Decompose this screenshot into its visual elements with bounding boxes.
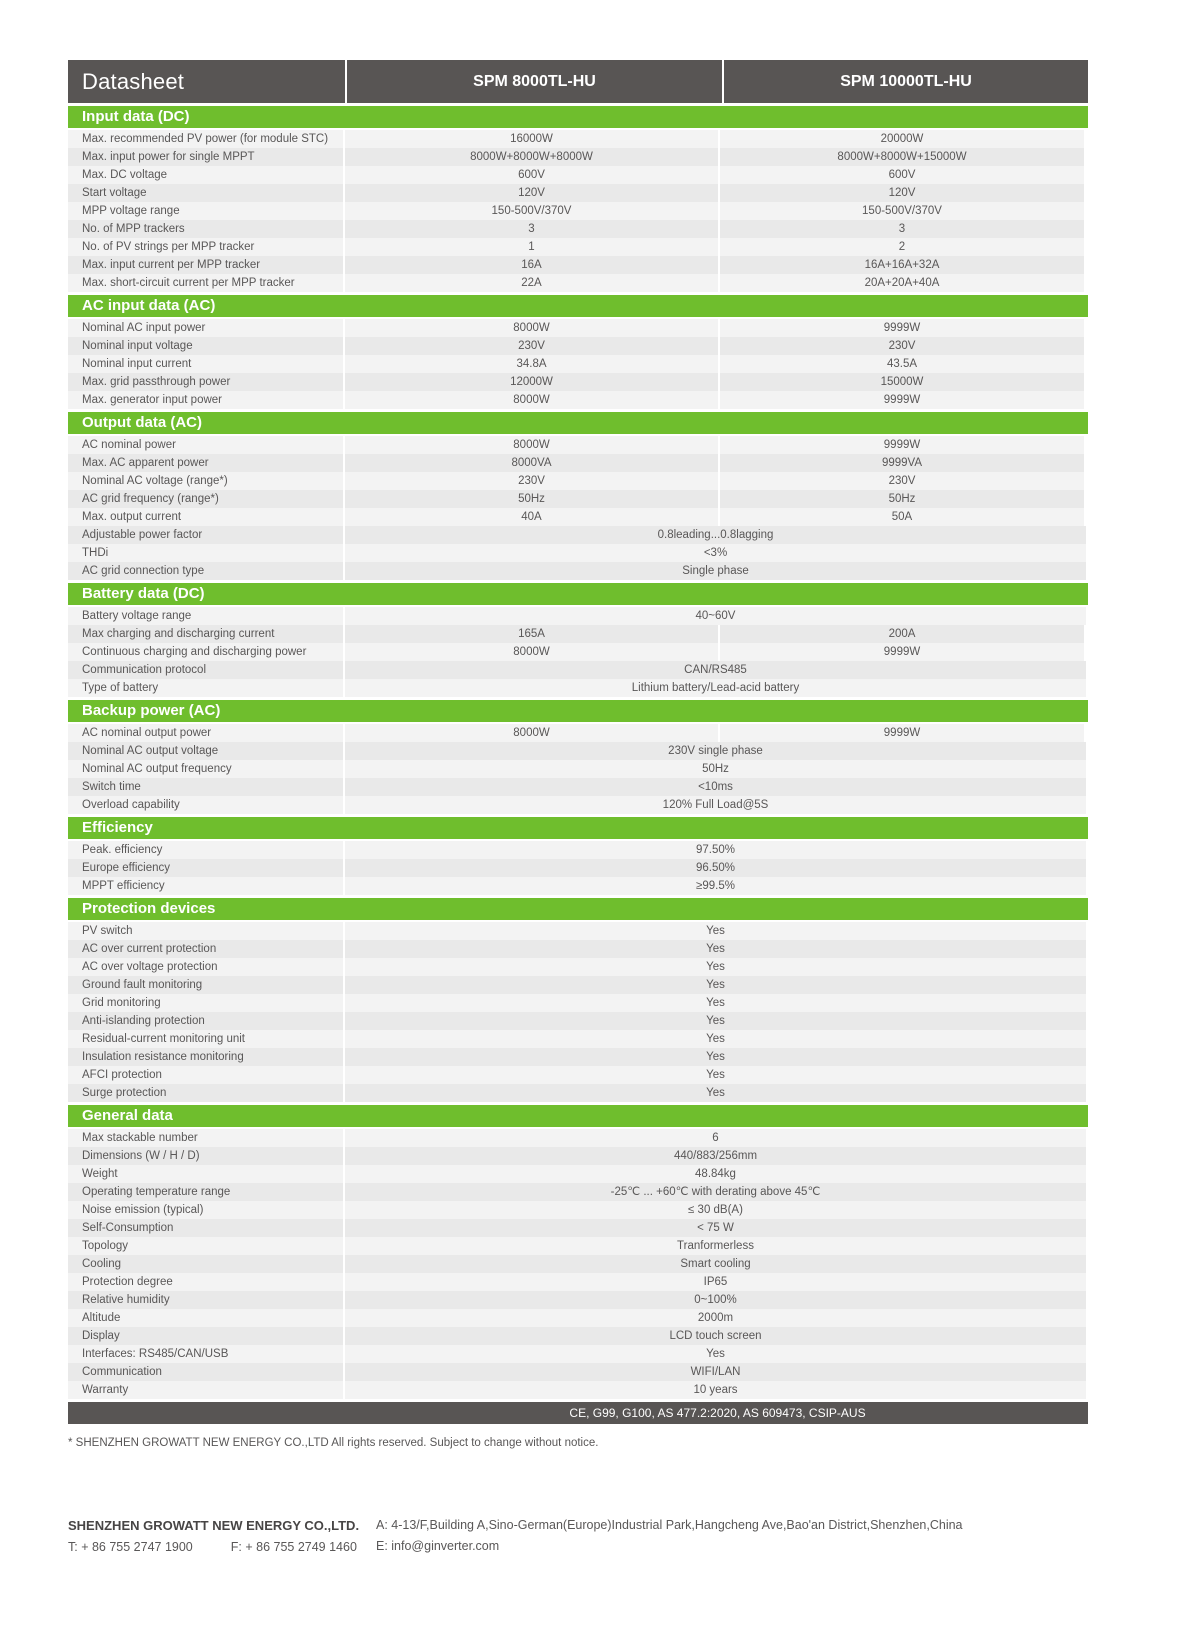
spec-row — [68, 337, 1088, 355]
spec-value-spm8000: 8000VA — [345, 454, 720, 472]
spec-value-spm10000: 9999VA — [720, 454, 1084, 472]
spec-value-spm8000: 34.8A — [345, 355, 720, 373]
spec-value-both-models: Yes — [345, 940, 1086, 958]
spec-row — [68, 274, 1088, 292]
spec-label: Dimensions (W / H / D) — [68, 1147, 345, 1165]
spec-label: MPP voltage range — [68, 202, 345, 220]
spec-value-both-models: Smart cooling — [345, 1255, 1086, 1273]
spec-value-spm8000: 230V — [345, 337, 720, 355]
spec-value-both-models: 40~60V — [345, 607, 1086, 625]
spec-row — [68, 490, 1088, 508]
spec-value-spm8000: 230V — [345, 472, 720, 490]
spec-value-both-models: IP65 — [345, 1273, 1086, 1291]
spec-label: Weight — [68, 1165, 345, 1183]
spec-row — [68, 1129, 1088, 1147]
spec-row — [68, 130, 1088, 148]
spec-label: Altitude — [68, 1309, 345, 1327]
spec-label: Communication protocol — [68, 661, 345, 679]
spec-value-both-models: 97.50% — [345, 841, 1086, 859]
spec-label: Nominal AC input power — [68, 319, 345, 337]
spec-value-both-models: ≤ 30 dB(A) — [345, 1201, 1086, 1219]
spec-row — [68, 148, 1088, 166]
certification-text: CE, G99, G100, AS 477.2:2020, AS 609473, CSIP-AUS — [569, 1406, 866, 1420]
spec-label: Start voltage — [68, 184, 345, 202]
spec-row — [68, 1327, 1088, 1345]
spec-value-both-models: 48.84kg — [345, 1165, 1086, 1183]
spec-row — [68, 202, 1088, 220]
spec-label: AC over voltage protection — [68, 958, 345, 976]
spec-row — [68, 1165, 1088, 1183]
section-title: Protection devices — [82, 900, 216, 917]
spec-label: No. of MPP trackers — [68, 220, 345, 238]
footer-tel: T: + 86 755 2747 1900 — [68, 1540, 193, 1554]
spec-value-spm8000: 3 — [345, 220, 720, 238]
spec-row — [68, 841, 1088, 859]
spec-row — [68, 922, 1088, 940]
table-header — [68, 60, 1088, 103]
spec-label: No. of PV strings per MPP tracker — [68, 238, 345, 256]
spec-value-both-models: 50Hz — [345, 760, 1086, 778]
spec-row — [68, 994, 1088, 1012]
spec-label: Residual-current monitoring unit — [68, 1030, 345, 1048]
spec-label: Battery voltage range — [68, 607, 345, 625]
spec-label: Operating temperature range — [68, 1183, 345, 1201]
spec-row — [68, 1255, 1088, 1273]
spec-value-spm10000: 9999W — [720, 643, 1084, 661]
spec-row — [68, 436, 1088, 454]
spec-row — [68, 1147, 1088, 1165]
spec-value-spm8000: 8000W — [345, 643, 720, 661]
spec-value-both-models: 96.50% — [345, 859, 1086, 877]
footer-address: A: 4-13/F,Building A,Sino-German(Europe)Industrial Park,Hangcheng Ave,Bao'an District,Shenzhen,China — [376, 1518, 963, 1532]
spec-label: Max. input current per MPP tracker — [68, 256, 345, 274]
spec-row — [68, 1084, 1088, 1102]
spec-row — [68, 454, 1088, 472]
spec-label: AFCI protection — [68, 1066, 345, 1084]
spec-value-both-models: 2000m — [345, 1309, 1086, 1327]
spec-row — [68, 877, 1088, 895]
spec-row — [68, 238, 1088, 256]
spec-row — [68, 1309, 1088, 1327]
spec-value-spm8000: 40A — [345, 508, 720, 526]
spec-value-both-models: Yes — [345, 1084, 1086, 1102]
spec-value-both-models: 440/883/256mm — [345, 1147, 1086, 1165]
spec-label: AC nominal power — [68, 436, 345, 454]
spec-value-spm8000: 600V — [345, 166, 720, 184]
spec-value-spm10000: 150-500V/370V — [720, 202, 1084, 220]
spec-row — [68, 1237, 1088, 1255]
spec-label: Relative humidity — [68, 1291, 345, 1309]
spec-row — [68, 1030, 1088, 1048]
spec-value-spm8000: 8000W+8000W+8000W — [345, 148, 720, 166]
footer-right — [376, 1518, 1143, 1554]
spec-row — [68, 220, 1088, 238]
section-header — [68, 700, 1088, 722]
spec-row — [68, 508, 1088, 526]
section-title: Backup power (AC) — [82, 702, 221, 719]
spec-label: Max. input power for single MPPT — [68, 148, 345, 166]
spec-value-spm10000: 9999W — [720, 319, 1084, 337]
spec-label: Warranty — [68, 1381, 345, 1399]
spec-row — [68, 625, 1088, 643]
spec-row — [68, 661, 1088, 679]
spec-value-both-models: Yes — [345, 922, 1086, 940]
spec-value-both-models: Yes — [345, 958, 1086, 976]
spec-value-spm8000: 12000W — [345, 373, 720, 391]
spec-value-spm10000: 3 — [720, 220, 1084, 238]
spec-value-both-models: Yes — [345, 976, 1086, 994]
footer-phone-line — [68, 1540, 376, 1554]
spec-row — [68, 958, 1088, 976]
spec-row — [68, 319, 1088, 337]
spec-row — [68, 1012, 1088, 1030]
section-title: General data — [82, 1107, 173, 1124]
spec-value-spm10000: 20A+20A+40A — [720, 274, 1084, 292]
section-title: Battery data (DC) — [82, 585, 205, 602]
spec-label: Nominal AC output frequency — [68, 760, 345, 778]
spec-label: Nominal input current — [68, 355, 345, 373]
spec-row — [68, 760, 1088, 778]
spec-label: Display — [68, 1327, 345, 1345]
spec-value-spm8000: 165A — [345, 625, 720, 643]
spec-label: Ground fault monitoring — [68, 976, 345, 994]
spec-row — [68, 1066, 1088, 1084]
spec-row — [68, 796, 1088, 814]
spec-label: AC grid frequency (range*) — [68, 490, 345, 508]
datasheet-page — [68, 60, 1088, 1449]
spec-value-both-models: -25℃ ... +60℃ with derating above 45℃ — [345, 1183, 1086, 1201]
section-title: AC input data (AC) — [82, 297, 216, 314]
spec-label: AC over current protection — [68, 940, 345, 958]
spec-value-both-models: Single phase — [345, 562, 1086, 580]
spec-label: Max. generator input power — [68, 391, 345, 409]
spec-value-spm10000: 43.5A — [720, 355, 1084, 373]
spec-table-body — [68, 106, 1088, 1399]
spec-row — [68, 1381, 1088, 1399]
spec-label: Nominal input voltage — [68, 337, 345, 355]
spec-label: Nominal AC output voltage — [68, 742, 345, 760]
spec-value-both-models: Yes — [345, 1066, 1086, 1084]
spec-row — [68, 1345, 1088, 1363]
spec-value-spm8000: 22A — [345, 274, 720, 292]
section-header — [68, 817, 1088, 839]
spec-value-spm8000: 16A — [345, 256, 720, 274]
spec-value-both-models: Lithium battery/Lead-acid battery — [345, 679, 1086, 697]
spec-label: Self-Consumption — [68, 1219, 345, 1237]
spec-value-both-models: <3% — [345, 544, 1086, 562]
spec-value-both-models: Yes — [345, 1030, 1086, 1048]
spec-label: Max. recommended PV power (for module STC) — [68, 130, 345, 148]
spec-row — [68, 1201, 1088, 1219]
spec-row — [68, 562, 1088, 580]
spec-row — [68, 166, 1088, 184]
spec-row — [68, 1273, 1088, 1291]
spec-label: Max. short-circuit current per MPP tracker — [68, 274, 345, 292]
spec-label: Continuous charging and discharging power — [68, 643, 345, 661]
spec-label: Europe efficiency — [68, 859, 345, 877]
spec-row — [68, 526, 1088, 544]
section-title: Input data (DC) — [82, 108, 190, 125]
spec-value-both-models: Yes — [345, 994, 1086, 1012]
spec-label: Max. AC apparent power — [68, 454, 345, 472]
spec-row — [68, 1219, 1088, 1237]
spec-value-both-models: Yes — [345, 1345, 1086, 1363]
spec-value-both-models: Tranformerless — [345, 1237, 1086, 1255]
spec-label: Interfaces: RS485/CAN/USB — [68, 1345, 345, 1363]
spec-label: Noise emission (typical) — [68, 1201, 345, 1219]
spec-label: AC grid connection type — [68, 562, 345, 580]
spec-label: Max stackable number — [68, 1129, 345, 1147]
spec-value-spm8000: 8000W — [345, 391, 720, 409]
spec-row — [68, 544, 1088, 562]
section-header — [68, 898, 1088, 920]
spec-label: THDi — [68, 544, 345, 562]
spec-row — [68, 607, 1088, 625]
spec-row — [68, 778, 1088, 796]
spec-label: Insulation resistance monitoring — [68, 1048, 345, 1066]
section-title: Output data (AC) — [82, 414, 202, 431]
spec-value-both-models: WIFI/LAN — [345, 1363, 1086, 1381]
spec-value-spm10000: 50A — [720, 508, 1084, 526]
spec-row — [68, 391, 1088, 409]
spec-label: Surge protection — [68, 1084, 345, 1102]
spec-value-spm8000: 8000W — [345, 319, 720, 337]
spec-label: PV switch — [68, 922, 345, 940]
spec-row — [68, 679, 1088, 697]
section-header — [68, 106, 1088, 128]
spec-row — [68, 1183, 1088, 1201]
section-header — [68, 583, 1088, 605]
spec-row — [68, 1291, 1088, 1309]
spec-label: MPPT efficiency — [68, 877, 345, 895]
spec-value-spm10000: 2 — [720, 238, 1084, 256]
spec-label: Cooling — [68, 1255, 345, 1273]
spec-value-both-models: < 75 W — [345, 1219, 1086, 1237]
spec-row — [68, 256, 1088, 274]
spec-row — [68, 940, 1088, 958]
spec-value-both-models: LCD touch screen — [345, 1327, 1086, 1345]
spec-value-spm10000: 20000W — [720, 130, 1084, 148]
spec-row — [68, 742, 1088, 760]
spec-value-spm8000: 8000W — [345, 436, 720, 454]
spec-value-spm8000: 16000W — [345, 130, 720, 148]
spec-value-spm10000: 9999W — [720, 436, 1084, 454]
spec-value-both-models: <10ms — [345, 778, 1086, 796]
spec-value-both-models: Yes — [345, 1048, 1086, 1066]
certification-bar — [68, 1402, 1088, 1424]
spec-value-spm10000: 8000W+8000W+15000W — [720, 148, 1084, 166]
model-column-header-spm8000: SPM 8000TL-HU — [347, 60, 722, 103]
model-column-header-spm10000: SPM 10000TL-HU — [724, 60, 1088, 103]
spec-value-spm10000: 50Hz — [720, 490, 1084, 508]
spec-value-spm8000: 150-500V/370V — [345, 202, 720, 220]
spec-value-spm10000: 9999W — [720, 724, 1084, 742]
spec-value-spm10000: 230V — [720, 472, 1084, 490]
spec-value-spm8000: 1 — [345, 238, 720, 256]
spec-value-spm10000: 16A+16A+32A — [720, 256, 1084, 274]
spec-row — [68, 355, 1088, 373]
footer — [68, 1518, 1143, 1554]
spec-value-spm8000: 120V — [345, 184, 720, 202]
spec-label: Switch time — [68, 778, 345, 796]
spec-value-spm10000: 15000W — [720, 373, 1084, 391]
spec-row — [68, 472, 1088, 490]
spec-value-both-models: 6 — [345, 1129, 1086, 1147]
spec-row — [68, 643, 1088, 661]
spec-label: Peak. efficiency — [68, 841, 345, 859]
footnote: * SHENZHEN GROWATT NEW ENERGY CO.,LTD All rights reserved. Subject to change without notice. — [68, 1437, 599, 1449]
footer-email: E: info@ginverter.com — [376, 1539, 500, 1553]
spec-value-spm8000: 50Hz — [345, 490, 720, 508]
spec-label: Grid monitoring — [68, 994, 345, 1012]
spec-value-spm10000: 230V — [720, 337, 1084, 355]
spec-value-both-models: 0.8leading...0.8lagging — [345, 526, 1086, 544]
spec-label: Anti-islanding protection — [68, 1012, 345, 1030]
section-title: Efficiency — [82, 819, 153, 836]
spec-value-both-models: CAN/RS485 — [345, 661, 1086, 679]
spec-row — [68, 373, 1088, 391]
spec-value-spm10000: 9999W — [720, 391, 1084, 409]
spec-value-spm10000: 200A — [720, 625, 1084, 643]
spec-row — [68, 1363, 1088, 1381]
section-header — [68, 295, 1088, 317]
spec-label: Type of battery — [68, 679, 345, 697]
spec-row — [68, 859, 1088, 877]
spec-value-spm10000: 600V — [720, 166, 1084, 184]
spec-label: Topology — [68, 1237, 345, 1255]
section-header — [68, 1105, 1088, 1127]
spec-value-both-models: 10 years — [345, 1381, 1086, 1399]
footer-left — [68, 1518, 376, 1554]
spec-label: Nominal AC voltage (range*) — [68, 472, 345, 490]
spec-label: Max charging and discharging current — [68, 625, 345, 643]
spec-value-both-models: ≥99.5% — [345, 877, 1086, 895]
spec-label: Protection degree — [68, 1273, 345, 1291]
spec-row — [68, 184, 1088, 202]
spec-label: Max. DC voltage — [68, 166, 345, 184]
spec-value-both-models: 0~100% — [345, 1291, 1086, 1309]
spec-label: Max. grid passthrough power — [68, 373, 345, 391]
spec-row — [68, 976, 1088, 994]
spec-value-both-models: Yes — [345, 1012, 1086, 1030]
section-header — [68, 412, 1088, 434]
footer-fax: F: + 86 755 2749 1460 — [230, 1540, 357, 1554]
spec-row — [68, 724, 1088, 742]
spec-label: AC nominal output power — [68, 724, 345, 742]
company-name: SHENZHEN GROWATT NEW ENERGY CO.,LTD. — [68, 1518, 360, 1533]
spec-value-both-models: 120% Full Load@5S — [345, 796, 1086, 814]
spec-value-spm8000: 8000W — [345, 724, 720, 742]
spec-value-both-models: 230V single phase — [345, 742, 1086, 760]
spec-label: Communication — [68, 1363, 345, 1381]
spec-label: Max. output current — [68, 508, 345, 526]
spec-row — [68, 1048, 1088, 1066]
spec-value-spm10000: 120V — [720, 184, 1084, 202]
spec-label: Adjustable power factor — [68, 526, 345, 544]
page-title: Datasheet — [68, 60, 345, 103]
spec-label: Overload capability — [68, 796, 345, 814]
